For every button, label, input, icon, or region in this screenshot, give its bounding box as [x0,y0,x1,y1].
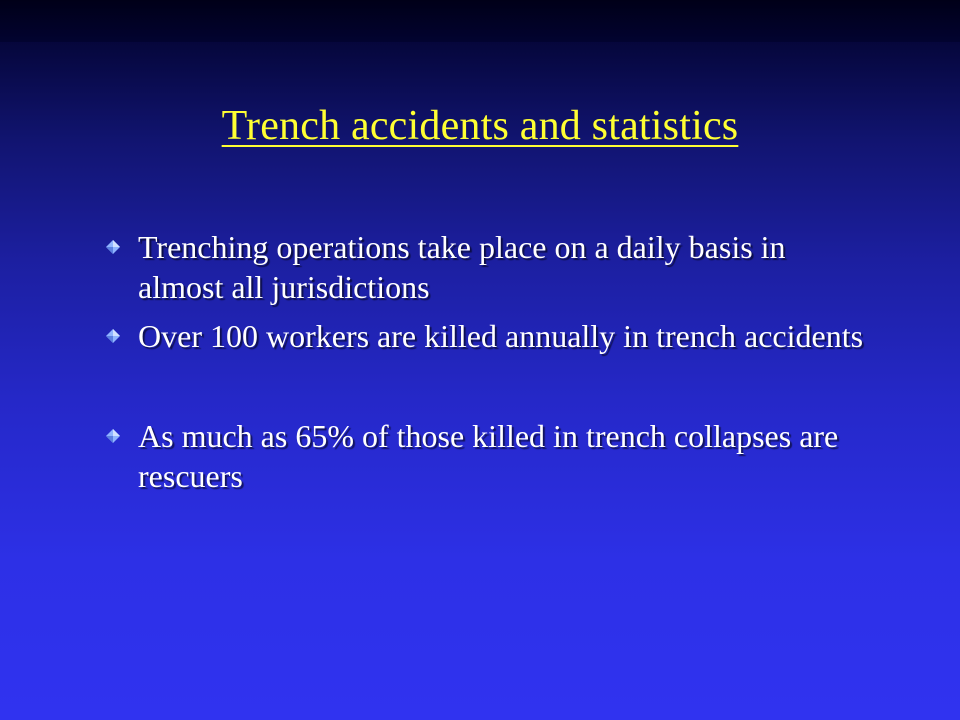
slide-title: Trench accidents and statistics [221,103,739,149]
bullet-text: Trenching operations take place on a daily basis in almost all jurisdictions [138,229,786,305]
bullet-item [106,316,866,356]
diamond-bullet-icon [106,240,120,254]
diamond-bullet-icon [106,329,120,343]
diamond-bullet-icon [106,429,120,443]
bullet-item [106,227,866,307]
bullet-item [106,416,866,496]
bullet-text: Over 100 workers are killed annually in trench accidents [138,318,864,354]
bullet-text: As much as 65% of those killed in trench collapses are rescuers [138,418,839,494]
